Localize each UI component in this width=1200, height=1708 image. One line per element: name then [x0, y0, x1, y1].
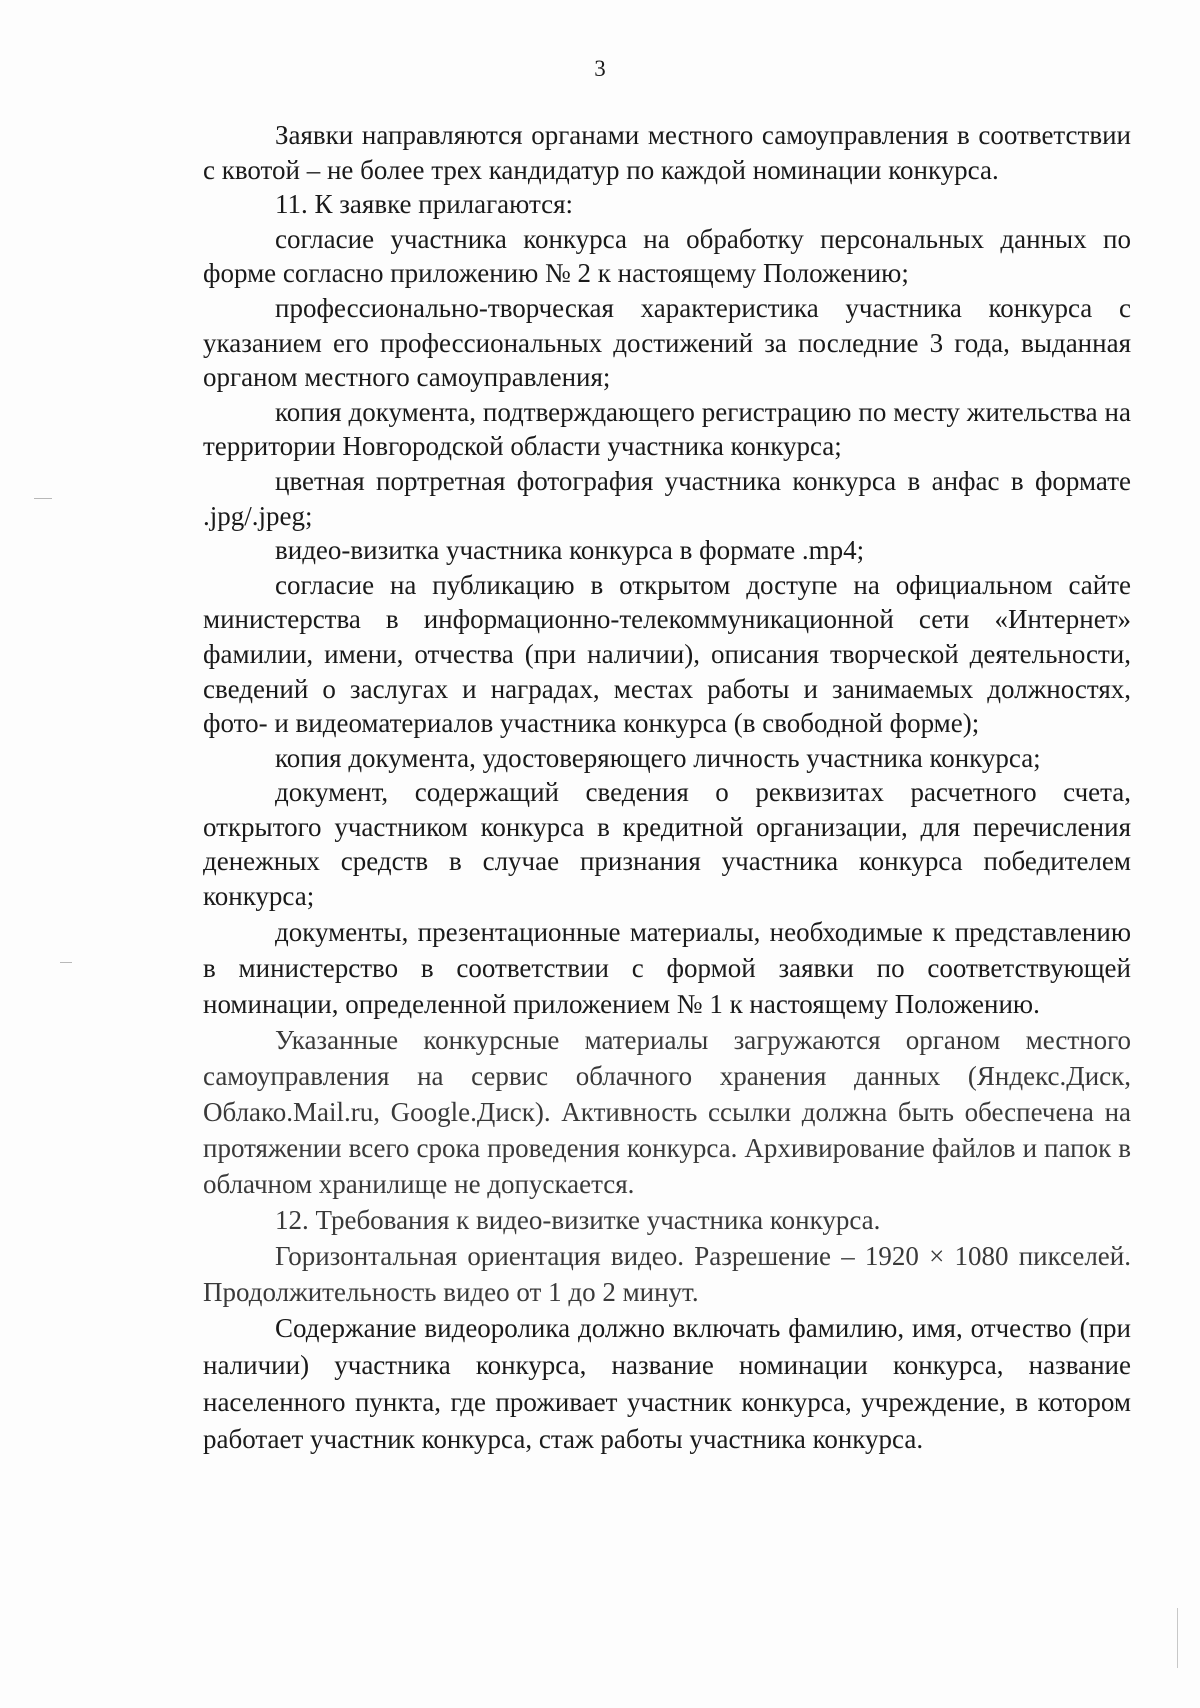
- paragraph: согласие участника конкурса на обработку персональных данных по форме согласно приложению № 2 к настоящему Положению;: [203, 223, 1131, 289]
- paragraph: Заявки направляются органами местного самоуправления в соответствии с квотой – не более трех кандидатур по каждой номинации конкурса.: [203, 120, 1131, 185]
- page-number: 3: [594, 56, 606, 81]
- paragraph: копия документа, удостоверяющего личность участника конкурса;: [275, 742, 1041, 773]
- paragraph: профессионально-творческая характеристика участника конкурса с указанием его профессиональных достижений за последние 3 года, выданная органом местного самоуправления;: [203, 292, 1131, 393]
- paragraph: 11. К заявке прилагаются:: [275, 189, 574, 220]
- paragraph: документ, содержащий сведения о реквизитах расчетного счета, открытого участником конкурса в кредитной организации, для перечисления денежных средств в случае признания участника конкурса победителем конкурса;: [203, 777, 1131, 912]
- paragraph: Содержание видеоролика должно включать фамилию, имя, отчество (при наличии) участника конкурса, название номинации конкурса, название населенного пункта, где проживает участник конкурса, учреждение, в котором работает участник конкурса, стаж работы участника конкурса.: [203, 1312, 1131, 1454]
- paragraph: Горизонтальная ориентация видео. Разрешение – 1920 × 1080 пикселей. Продолжительность видео от 1 до 2 минут.: [203, 1240, 1131, 1307]
- paragraph: Указанные конкурсные материалы загружаются органом местного самоуправления на сервис облачного хранения данных (Яндекс.Диск, Облако.Mail.ru, Google.Диск). Активность ссылки должна быть обеспечена на протяжении всего срока проведения конкурса. Архивирование файлов и папок в облачном хранилище не допускается.: [203, 1024, 1131, 1199]
- document-body: [203, 118, 1131, 1458]
- scan-margin-mark: [60, 962, 72, 963]
- paragraph: цветная портретная фотография участника конкурса в анфас в формате .jpg/.jpeg;: [203, 465, 1131, 531]
- paragraph: согласие на публикацию в открытом доступе на официальном сайте министерства в информационно-телекоммуникационной сети «Интернет» фамилии, имени, отчества (при наличии), описания творческой деятельности, сведений о заслугах и наградах, местах работы и занимаемых должностях, фото- и видеоматериалов участника конкурса (в свободной форме);: [203, 569, 1131, 739]
- scan-margin-mark: [34, 498, 52, 499]
- paragraph: документы, презентационные материалы, необходимые к представлению в министерство в соответствии с формой заявки по соответствующей номинации, определенной приложением № 1 к настоящему Положению.: [203, 916, 1131, 1019]
- paragraph: копия документа, подтверждающего регистрацию по месту жительства на территории Новгородской области участника конкурса;: [203, 396, 1131, 462]
- paragraph: 12. Требования к видео-визитке участника конкурса.: [275, 1204, 881, 1235]
- scan-edge-mark: [1177, 1608, 1178, 1668]
- paragraph: видео-визитка участника конкурса в формате .mp4;: [275, 535, 865, 566]
